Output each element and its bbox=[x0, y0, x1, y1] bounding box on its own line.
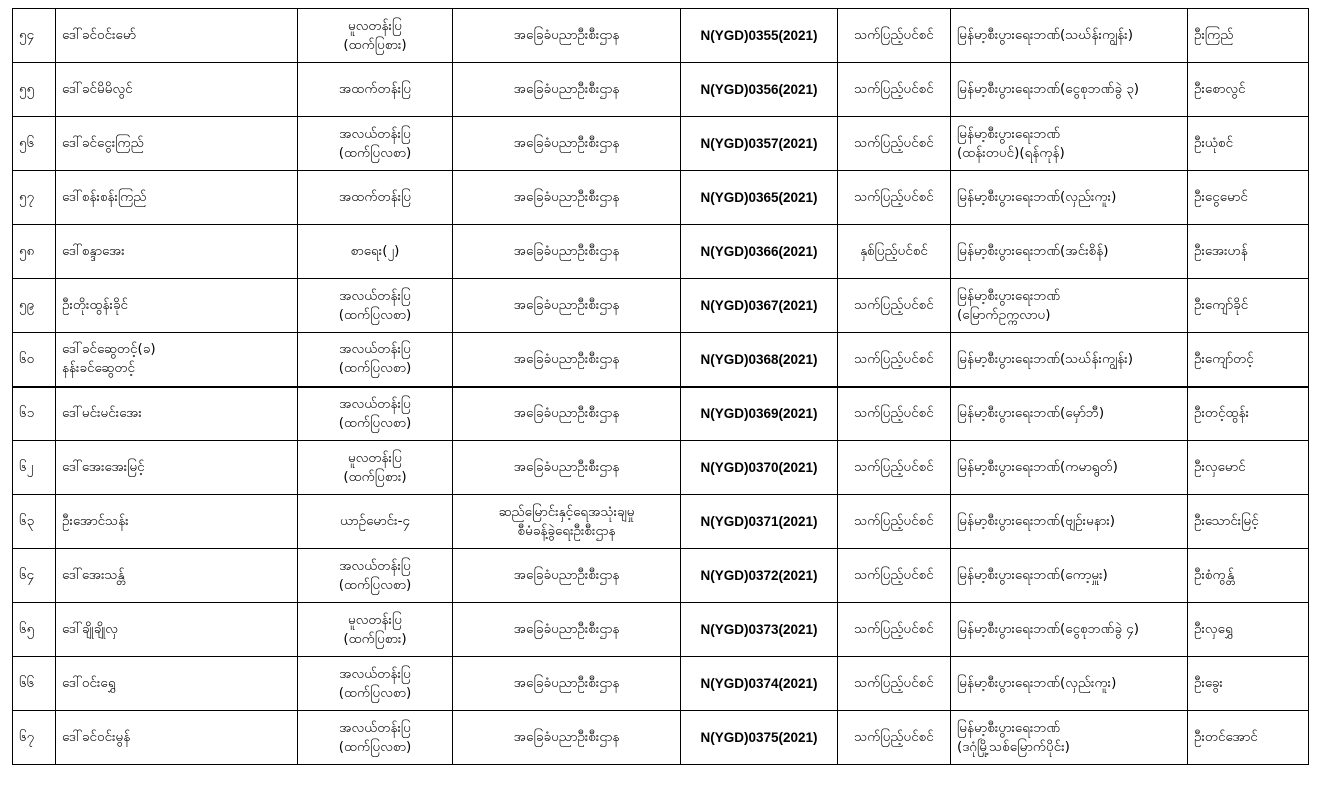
person-name-line: ဒေါ်ဝင်းရွှေ bbox=[62, 675, 116, 691]
rank-cell-line: အလယ်တန်းပြ bbox=[339, 665, 411, 682]
bank-branch bbox=[951, 171, 1188, 225]
father-name: ဦးအေးဟန် bbox=[1188, 225, 1309, 279]
row-number: ၆၂ bbox=[13, 441, 56, 495]
bank-branch-line: မြန်မာ့စီးပွားရေးဘဏ်(ဗျဉ်းမနား) bbox=[957, 513, 1116, 529]
father-name: ဦးကြည် bbox=[1188, 9, 1309, 63]
row-number: ၅၇ bbox=[13, 171, 56, 225]
row-number: ၆၆ bbox=[13, 657, 56, 711]
rank-cell-line: (ထက်ပြလစာ) bbox=[338, 360, 412, 377]
bank-branch bbox=[951, 225, 1188, 279]
bank-branch-line: မြန်မာ့စီးပွားရေးဘဏ် bbox=[957, 125, 1061, 142]
father-name: ဦးတင့်ထွန်း bbox=[1188, 387, 1309, 441]
bank-branch-line: မြန်မာ့စီးပွားရေးဘဏ်(သဃ်န်းကျွန်း) bbox=[957, 350, 1133, 367]
rank-cell bbox=[298, 495, 453, 549]
bank-branch bbox=[951, 387, 1188, 441]
person-name bbox=[56, 441, 298, 495]
pension-type: နှစ်ပြည့်ပင်စင် bbox=[838, 225, 951, 279]
bank-branch bbox=[951, 441, 1188, 495]
rank-cell-line: အလယ်တန်းပြ bbox=[339, 125, 411, 142]
bank-branch bbox=[951, 657, 1188, 711]
pension-type: သက်ပြည့်ပင်စင် bbox=[838, 117, 951, 171]
father-name: ဦးခွေး bbox=[1188, 657, 1309, 711]
table-row bbox=[13, 279, 1309, 333]
rank-cell bbox=[298, 711, 453, 765]
department-cell bbox=[453, 9, 681, 63]
father-name: ဦးကျော်ခိုင် bbox=[1188, 279, 1309, 333]
person-name bbox=[56, 711, 298, 765]
rank-cell-line: (ထက်ပြစား) bbox=[343, 630, 407, 647]
department-cell-line: အခြေခံပညာဦးစီးဌာန bbox=[513, 675, 620, 691]
row-number: ၆၇ bbox=[13, 711, 56, 765]
rank-cell-line: မူလတန်းပြ bbox=[348, 611, 402, 628]
bank-branch bbox=[951, 279, 1188, 333]
table-row bbox=[13, 333, 1309, 387]
father-name: ဦးကျော်တင့် bbox=[1188, 333, 1309, 387]
department-cell bbox=[453, 117, 681, 171]
father-name: ဦးသောင်းမြင့် bbox=[1188, 495, 1309, 549]
row-number: ၅၈ bbox=[13, 225, 56, 279]
department-cell-line: အခြေခံပညာဦးစီးဌာန bbox=[513, 297, 620, 313]
person-name bbox=[56, 279, 298, 333]
bank-branch-line: မြန်မာ့စီးပွားရေးဘဏ်(လှည်းကူး) bbox=[957, 189, 1117, 205]
rank-cell-line: (ထက်ပြလစာ) bbox=[338, 576, 412, 593]
rank-cell-line: မူလတန်းပြ bbox=[348, 449, 402, 466]
license-number: N(YGD)0373(2021) bbox=[681, 603, 838, 657]
person-name-line: ဒေါ်ခင်ငွေးကြည် bbox=[62, 135, 144, 151]
department-cell-line: အခြေခံပညာဦးစီးဌာန bbox=[513, 567, 620, 583]
father-name: ဦးတင်အောင် bbox=[1188, 711, 1309, 765]
license-number: N(YGD)0356(2021) bbox=[681, 63, 838, 117]
rank-cell-line: (ထက်ပြစား) bbox=[343, 468, 407, 485]
row-number: ၅၄ bbox=[13, 9, 56, 63]
rank-cell bbox=[298, 333, 453, 387]
bank-branch-line: မြန်မာ့စီးပွားရေးဘဏ် bbox=[957, 287, 1061, 304]
row-number: ၆၄ bbox=[13, 549, 56, 603]
person-name-line: ဒေါ်အေးသန္တ် bbox=[62, 567, 125, 583]
department-cell bbox=[453, 387, 681, 441]
department-cell-line: အခြေခံပညာဦးစီးဌာန bbox=[513, 621, 620, 637]
person-name-line: ဒေါ်ခင်ဝင်းမော် bbox=[62, 27, 137, 43]
row-number: ၅၉ bbox=[13, 279, 56, 333]
person-name bbox=[56, 495, 298, 549]
pension-type: သက်ပြည့်ပင်စင် bbox=[838, 549, 951, 603]
rank-cell-line: အထက်တန်းပြ bbox=[338, 81, 412, 97]
person-name bbox=[56, 549, 298, 603]
rank-cell-line: ယာဉ်မောင်း-၄ bbox=[339, 513, 411, 529]
row-number: ၆၁ bbox=[13, 387, 56, 441]
pension-type: သက်ပြည့်ပင်စင် bbox=[838, 441, 951, 495]
license-number: N(YGD)0371(2021) bbox=[681, 495, 838, 549]
row-number: ၆၅ bbox=[13, 603, 56, 657]
bank-branch-line: မြန်မာ့စီးပွားရေးဘဏ်(အင်းစိန်) bbox=[957, 243, 1109, 259]
department-cell-line: အခြေခံပညာဦးစီးဌာန bbox=[513, 729, 620, 745]
person-name bbox=[56, 387, 298, 441]
department-cell bbox=[453, 225, 681, 279]
row-number: ၅၆ bbox=[13, 117, 56, 171]
department-cell-line: အခြေခံပညာဦးစီးဌာန bbox=[513, 27, 620, 43]
person-name bbox=[56, 333, 298, 387]
department-cell bbox=[453, 279, 681, 333]
department-cell bbox=[453, 333, 681, 387]
bank-branch bbox=[951, 63, 1188, 117]
father-name: ဦးယုံစင် bbox=[1188, 117, 1309, 171]
father-name: ဦးလှရွှေ bbox=[1188, 603, 1309, 657]
table-row bbox=[13, 549, 1309, 603]
rank-cell-line: အလယ်တန်းပြ bbox=[339, 341, 411, 358]
department-cell-line: အခြေခံပညာဦးစီးဌာန bbox=[513, 243, 620, 259]
license-number: N(YGD)0369(2021) bbox=[681, 387, 838, 441]
person-name-line: ဒေါ်ခင်ဆွေတင့်(ခ) bbox=[62, 341, 156, 358]
bank-branch-line: မြန်မာ့စီးပွားရေးဘဏ်(မှော်ဘီ) bbox=[957, 405, 1105, 422]
table-row bbox=[13, 711, 1309, 765]
father-name: ဦးစောလွင် bbox=[1188, 63, 1309, 117]
person-name-line: နန်းခင်ဆွေတင့် bbox=[62, 360, 135, 377]
license-number: N(YGD)0366(2021) bbox=[681, 225, 838, 279]
person-name-line: ဒေါ်စန်းစန်းကြည် bbox=[62, 189, 147, 205]
bank-branch bbox=[951, 711, 1188, 765]
table-row bbox=[13, 117, 1309, 171]
rank-cell-line: အလယ်တန်းပြ bbox=[339, 557, 411, 574]
pension-type: သက်ပြည့်ပင်စင် bbox=[838, 603, 951, 657]
bank-branch-line: မြန်မာ့စီးပွားရေးဘဏ်(ကမာရွတ်) bbox=[957, 459, 1118, 475]
pension-type: သက်ပြည့်ပင်စင် bbox=[838, 333, 951, 387]
rank-cell bbox=[298, 603, 453, 657]
rank-cell-line: (ထက်ပြလစာ) bbox=[338, 414, 412, 431]
father-name: ဦးစံကွန္တ် bbox=[1188, 549, 1309, 603]
department-cell-line: အခြေခံပညာဦးစီးဌာန bbox=[513, 459, 620, 475]
license-number: N(YGD)0372(2021) bbox=[681, 549, 838, 603]
pension-license-table bbox=[12, 8, 1309, 765]
bank-branch-line: (ထန်းတပင်)(ရန်ကုန်) bbox=[957, 144, 1065, 161]
table-row bbox=[13, 495, 1309, 549]
bank-branch-line: မြန်မာ့စီးပွားရေးဘဏ်(သဃ်န်းကျွန်း) bbox=[957, 27, 1133, 43]
rank-cell bbox=[298, 225, 453, 279]
table-row bbox=[13, 9, 1309, 63]
rank-cell-line: (ထက်ပြစား) bbox=[343, 36, 407, 53]
person-name bbox=[56, 603, 298, 657]
license-number: N(YGD)0357(2021) bbox=[681, 117, 838, 171]
department-cell bbox=[453, 549, 681, 603]
rank-cell bbox=[298, 441, 453, 495]
pension-type: သက်ပြည့်ပင်စင် bbox=[838, 387, 951, 441]
person-name bbox=[56, 225, 298, 279]
department-cell-line: ဆည်မြောင်းနှင့်ရေအသုံးချမှု bbox=[498, 503, 635, 520]
bank-branch bbox=[951, 549, 1188, 603]
rank-cell-line: (ထက်ပြလစာ) bbox=[338, 738, 412, 755]
table-row bbox=[13, 441, 1309, 495]
pension-type: သက်ပြည့်ပင်စင် bbox=[838, 495, 951, 549]
license-number: N(YGD)0355(2021) bbox=[681, 9, 838, 63]
pension-type: သက်ပြည့်ပင်စင် bbox=[838, 9, 951, 63]
bank-branch-line: မြန်မာ့စီးပွားရေးဘဏ်(ငွေစုဘဏ်ခွဲ ၄) bbox=[957, 621, 1140, 637]
rank-cell-line: အထက်တန်းပြ bbox=[338, 189, 412, 205]
rank-cell bbox=[298, 117, 453, 171]
person-name bbox=[56, 171, 298, 225]
person-name-line: ဦးအောင်သန်း bbox=[62, 513, 129, 529]
pension-type: သက်ပြည့်ပင်စင် bbox=[838, 171, 951, 225]
rank-cell-line: အလယ်တန်းပြ bbox=[339, 395, 411, 412]
bank-branch-line: မြန်မာ့စီးပွားရေးဘဏ် bbox=[957, 719, 1061, 736]
person-name-line: ဒေါ်စန္ဒာအေး bbox=[62, 243, 125, 259]
department-cell-line: အခြေခံပညာဦးစီးဌာန bbox=[513, 405, 620, 422]
bank-branch-line: မြန်မာ့စီးပွားရေးဘဏ်(ငွေစုဘဏ်ခွဲ ၃) bbox=[957, 81, 1140, 97]
person-name bbox=[56, 63, 298, 117]
father-name: ဦးလှမောင် bbox=[1188, 441, 1309, 495]
rank-cell-line: စာရေး(၂) bbox=[350, 243, 400, 259]
row-number: ၆၃ bbox=[13, 495, 56, 549]
row-number: ၆၀ bbox=[13, 333, 56, 387]
pension-type: သက်ပြည့်ပင်စင် bbox=[838, 711, 951, 765]
department-cell bbox=[453, 657, 681, 711]
license-number: N(YGD)0365(2021) bbox=[681, 171, 838, 225]
department-cell bbox=[453, 441, 681, 495]
license-number: N(YGD)0375(2021) bbox=[681, 711, 838, 765]
rank-cell bbox=[298, 9, 453, 63]
bank-branch bbox=[951, 9, 1188, 63]
person-name-line: ဒေါ်ခင်ဝင်းမွန် bbox=[62, 729, 131, 745]
bank-branch-line: မြန်မာ့စီးပွားရေးဘဏ်(လှည်းကူး) bbox=[957, 675, 1117, 691]
table-row bbox=[13, 171, 1309, 225]
row-number: ၅၅ bbox=[13, 63, 56, 117]
license-number: N(YGD)0368(2021) bbox=[681, 333, 838, 387]
table-row bbox=[13, 603, 1309, 657]
bank-branch bbox=[951, 603, 1188, 657]
person-name-line: ဒေါ်ခင်မိမိလွင် bbox=[62, 81, 133, 97]
department-cell bbox=[453, 711, 681, 765]
department-cell-line: အခြေခံပညာဦးစီးဌာန bbox=[513, 81, 620, 97]
rank-cell-line: (ထက်ပြလစာ) bbox=[338, 684, 412, 701]
department-cell-line: အခြေခံပညာဦးစီးဌာန bbox=[513, 189, 620, 205]
person-name bbox=[56, 657, 298, 711]
department-cell-line: အခြေခံပညာဦးစီးဌာန bbox=[513, 350, 620, 367]
bank-branch bbox=[951, 333, 1188, 387]
bank-branch bbox=[951, 495, 1188, 549]
license-number: N(YGD)0370(2021) bbox=[681, 441, 838, 495]
table-body bbox=[13, 9, 1309, 765]
pension-type: သက်ပြည့်ပင်စင် bbox=[838, 63, 951, 117]
rank-cell-line: အလယ်တန်းပြ bbox=[339, 719, 411, 736]
license-number: N(YGD)0367(2021) bbox=[681, 279, 838, 333]
rank-cell bbox=[298, 657, 453, 711]
person-name bbox=[56, 9, 298, 63]
bank-branch-line: (ဒဂုံမြို့သစ်မြောက်ပိုင်း) bbox=[957, 738, 1070, 755]
bank-branch bbox=[951, 117, 1188, 171]
person-name-line: ဒေါ်ချိုချိုလှ bbox=[62, 621, 118, 637]
department-cell bbox=[453, 171, 681, 225]
rank-cell-line: မူလတန်းပြ bbox=[348, 17, 402, 34]
rank-cell bbox=[298, 549, 453, 603]
bank-branch-line: (မြောက်ဥက္ကလာပ) bbox=[957, 306, 1051, 323]
license-number: N(YGD)0374(2021) bbox=[681, 657, 838, 711]
father-name: ဦးငွေမောင် bbox=[1188, 171, 1309, 225]
department-cell bbox=[453, 603, 681, 657]
table-row bbox=[13, 657, 1309, 711]
pension-type: သက်ပြည့်ပင်စင် bbox=[838, 279, 951, 333]
rank-cell bbox=[298, 63, 453, 117]
person-name-line: ဦးတိုးထွန်းခိုင် bbox=[62, 297, 129, 313]
rank-cell bbox=[298, 171, 453, 225]
rank-cell-line: အလယ်တန်းပြ bbox=[339, 287, 411, 304]
department-cell-line: စီမံခန့်ခွဲရေးဦးစီးဌာန bbox=[517, 522, 616, 539]
rank-cell-line: (ထက်ပြလစာ) bbox=[338, 144, 412, 161]
person-name-line: ဒေါ်မင်းမင်းအေး bbox=[62, 405, 142, 422]
department-cell-line: အခြေခံပညာဦးစီးဌာန bbox=[513, 135, 620, 151]
table-row bbox=[13, 63, 1309, 117]
table-row bbox=[13, 225, 1309, 279]
rank-cell bbox=[298, 279, 453, 333]
rank-cell bbox=[298, 387, 453, 441]
rank-cell-line: (ထက်ပြလစာ) bbox=[338, 306, 412, 323]
person-name-line: ဒေါ်အေးအေးမြင့် bbox=[62, 459, 145, 475]
pension-type: သက်ပြည့်ပင်စင် bbox=[838, 657, 951, 711]
bank-branch-line: မြန်မာ့စီးပွားရေးဘဏ်(ကော့မှူး) bbox=[957, 567, 1108, 583]
table-row bbox=[13, 387, 1309, 441]
department-cell bbox=[453, 495, 681, 549]
department-cell bbox=[453, 63, 681, 117]
person-name bbox=[56, 117, 298, 171]
